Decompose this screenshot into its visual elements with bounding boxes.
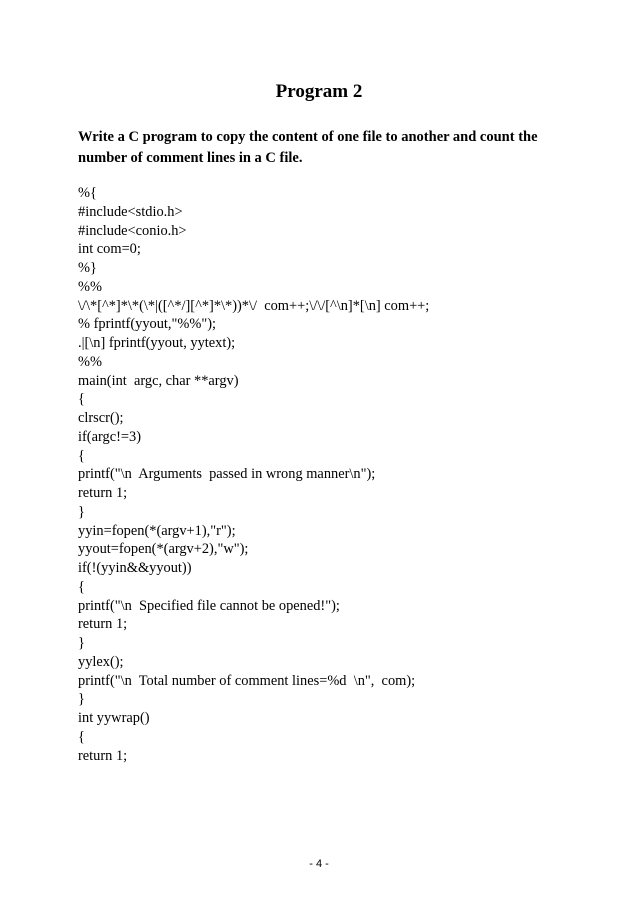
code-line: {: [78, 391, 85, 408]
code-line: % fprintf(yyout,"%%");: [78, 316, 217, 333]
code-line: }: [78, 691, 85, 708]
code-line: return 1;: [78, 616, 128, 633]
code-line: printf("\n Total number of comment lines=%d \n", com);: [78, 672, 416, 689]
code-line: %{: [78, 185, 97, 201]
code-line: %%: [78, 353, 102, 370]
code-line: }: [78, 635, 85, 651]
code-line: {: [78, 728, 85, 745]
code-line: yyin=fopen(*(argv+1),"r");: [78, 522, 236, 539]
code-line: main(int argc, char **argv): [78, 372, 239, 389]
code-line: #include<conio.h>: [78, 222, 187, 239]
code-line: int com=0;: [78, 241, 141, 258]
code-line: }: [78, 503, 85, 520]
code-line: if(argc!=3): [78, 428, 141, 445]
code-line: {: [78, 578, 85, 595]
code-line: return 1;: [78, 747, 128, 764]
code-line: printf("\n Specified file cannot be opened!");: [78, 597, 340, 614]
code-line: #include<stdio.h>: [78, 203, 183, 220]
task-line-1: Write a C program to copy the content of one file to another and count the: [78, 129, 538, 145]
code-line: yyout=fopen(*(argv+2),"w");: [78, 541, 249, 558]
code-line: .|[\n] fprintf(yyout, yytext);: [78, 335, 236, 351]
task-line-2: number of comment lines in a C file.: [78, 150, 303, 166]
page-number: - 4 -: [309, 858, 329, 870]
code-line: %}: [78, 260, 97, 276]
code-line: clrscr();: [78, 410, 124, 426]
code-block: [78, 184, 618, 765]
page-title: Program 2: [275, 81, 363, 102]
code-line: %%: [78, 278, 102, 295]
task-description: [78, 127, 578, 169]
code-line: if(!(yyin&&yyout)): [78, 560, 192, 576]
code-line: int yywrap(): [78, 710, 150, 726]
code-line: \/\*[^*]*\*(\*|([^*/][^*]*\*))*\/ com++;\/\/[^\n]*[\n] com++;: [78, 297, 430, 314]
code-line: yylex();: [78, 653, 124, 670]
code-line: return 1;: [78, 485, 128, 501]
code-line: printf("\n Arguments passed in wrong manner\n");: [78, 466, 376, 483]
code-line: {: [78, 447, 85, 464]
